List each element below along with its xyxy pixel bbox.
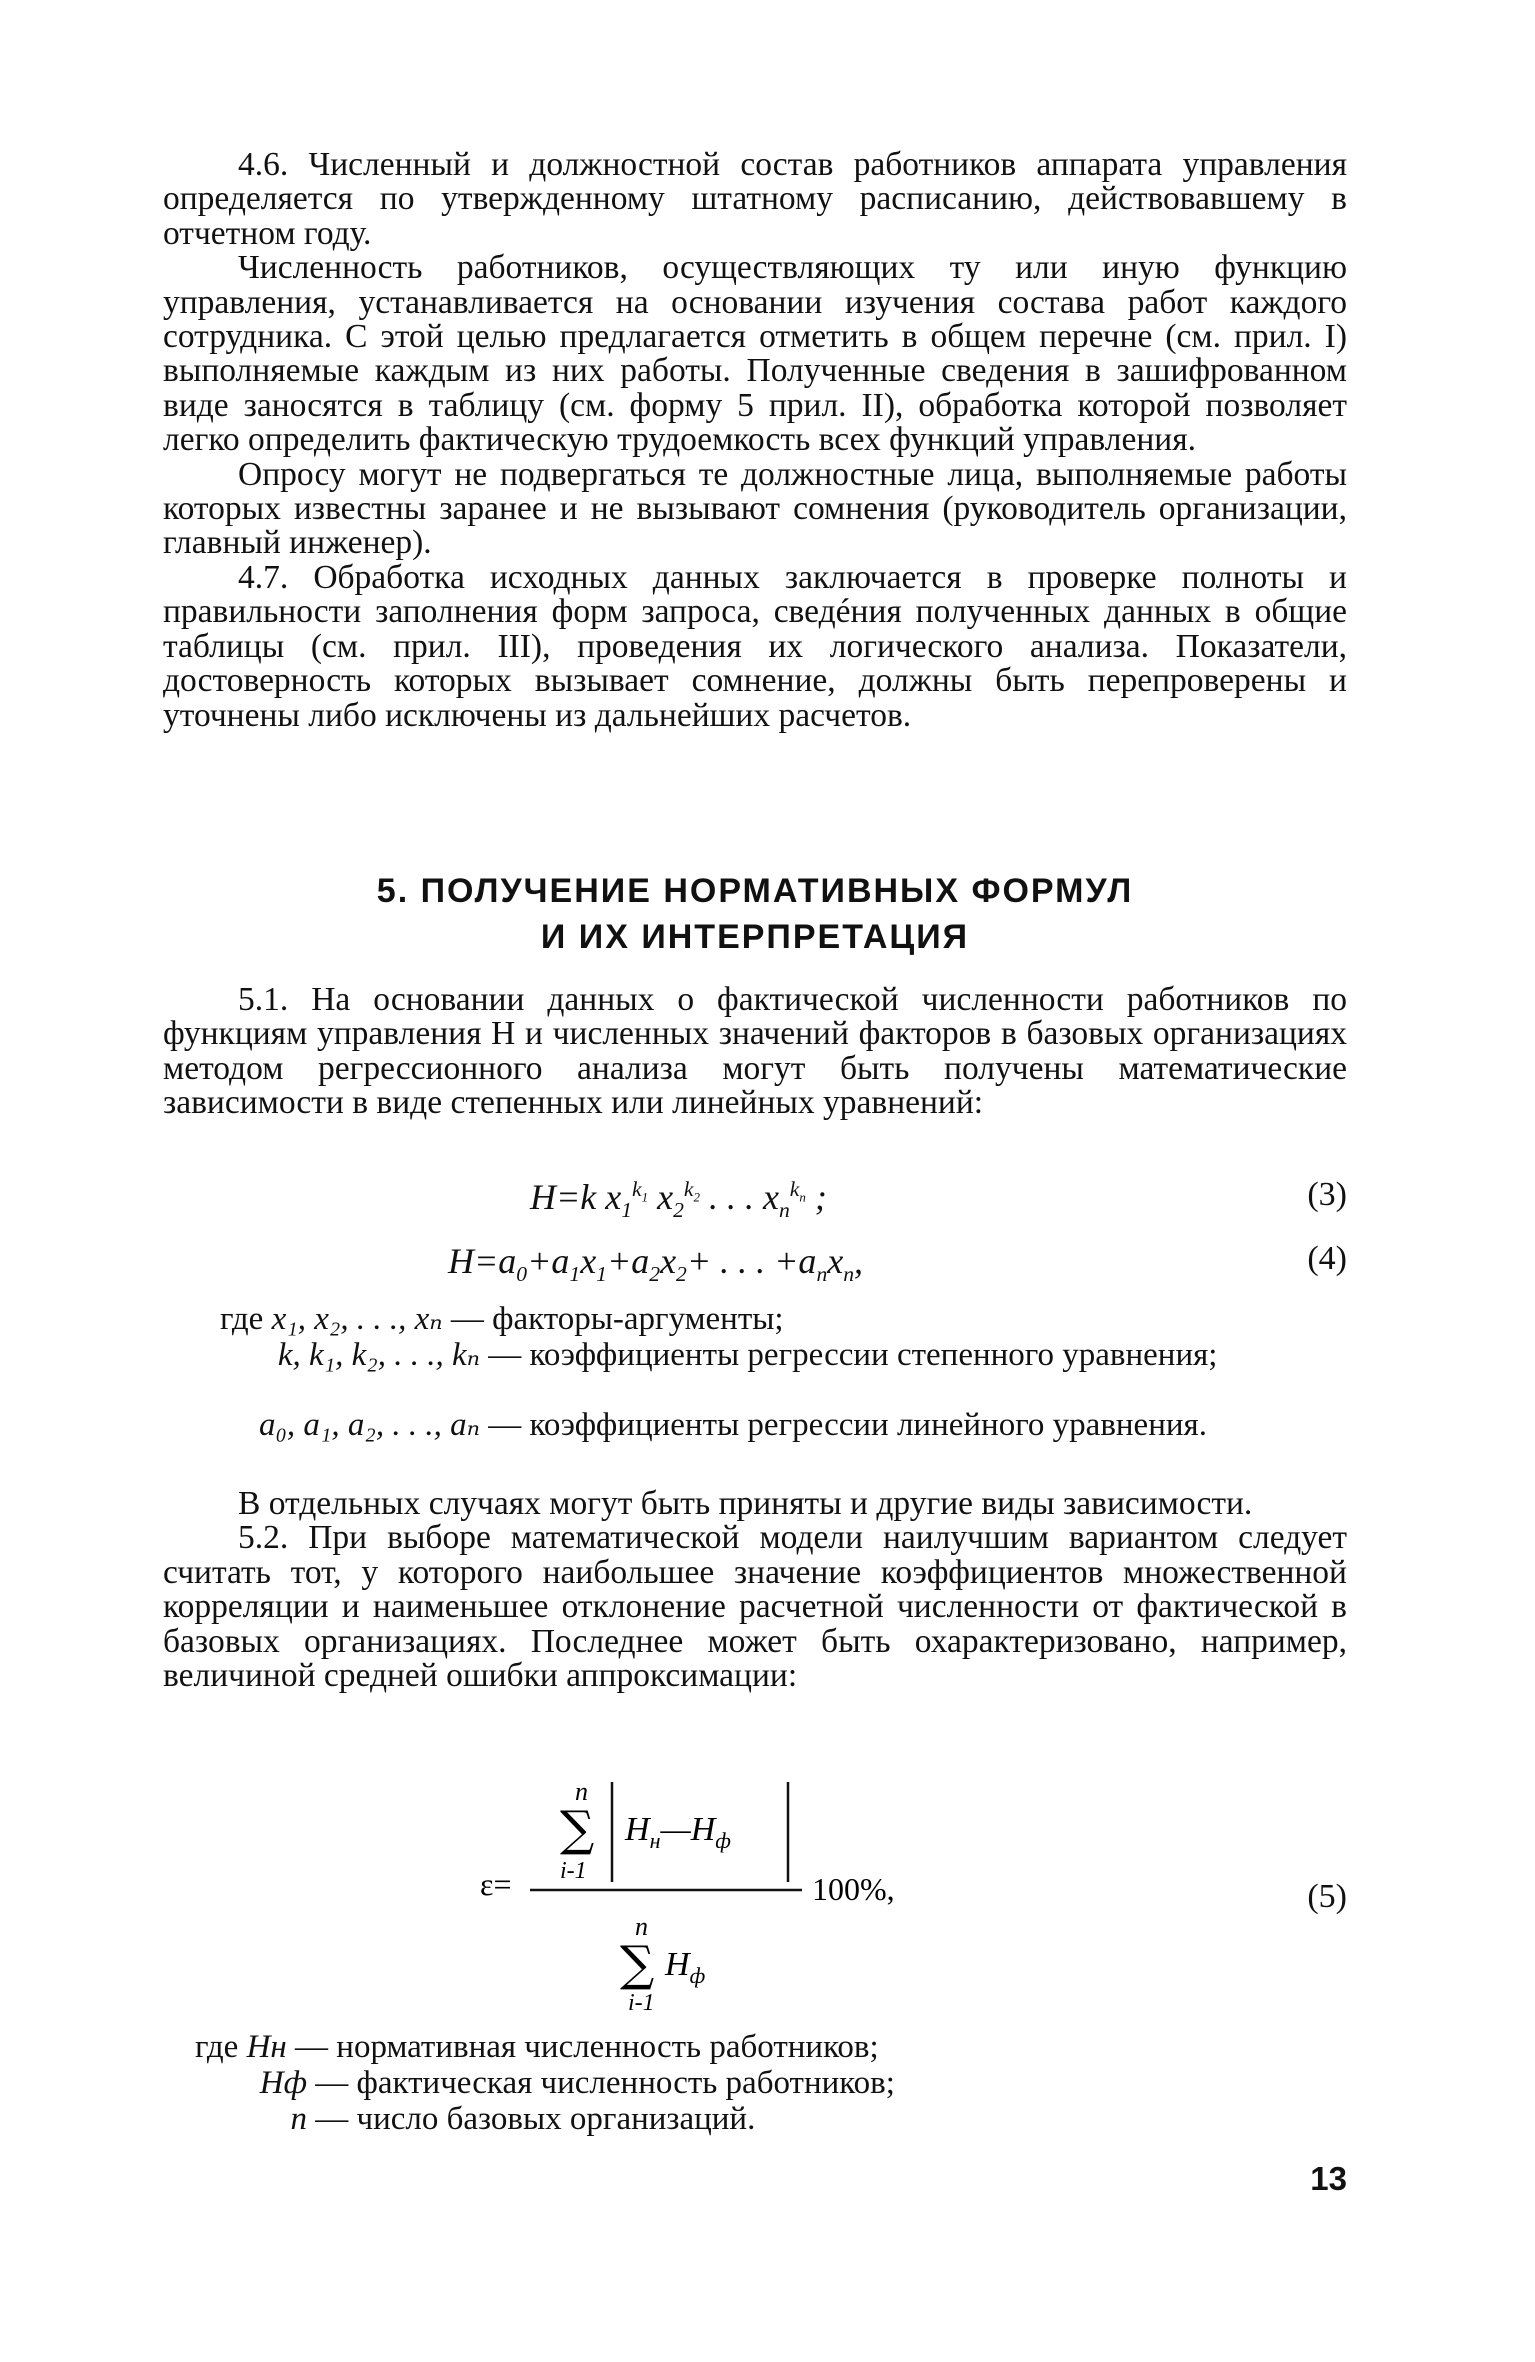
- section-5-1-note: [163, 1487, 1347, 1693]
- legend-symbol: Hф: [259, 2065, 307, 2101]
- equation-4: $H=a_0+a_1x_1+a_2x_2+$ . . . $+a_nx_n$,: [448, 1241, 864, 1287]
- sum-upper-limit: n: [575, 1777, 588, 1806]
- denominator-term: $H_ф$: [665, 1946, 706, 1988]
- legend-normative: [195, 2030, 1345, 2064]
- legend-text: — фактическая численность работников;: [315, 2065, 895, 2101]
- heading-line-2: И ИХ ИНТЕРПРЕТАЦИЯ: [540, 918, 970, 956]
- equation-5: [480, 1770, 1040, 2020]
- legend-text: — коэффициенты регрессии степенного уравнения;: [488, 1337, 1218, 1373]
- section-5-1: [163, 983, 1347, 1121]
- legend-symbol: k, k₁, k₂, . . ., kₙ: [277, 1337, 480, 1373]
- heading-line-1: 5. ПОЛУЧЕНИЕ НОРМАТИВНЫХ ФОРМУЛ: [376, 872, 1134, 910]
- paragraph-4-6-survey: Опросу могут не подвергаться те должностные лица, выполняемые работы которых известны заранее и не вызывают сомнения (руководитель организации, главный инженер).: [163, 455, 1347, 562]
- legend-lead-word: где: [195, 2029, 239, 2065]
- paragraph-5-1: 5.1. На основании данных о фактической численности работников по функциям управления Н и численных значений факторов в базовых организациях методом регрессионного анализа могут быть получены математические зависимости в виде степенных или линейных уравнений:: [163, 981, 1347, 1122]
- denominator-lower-limit: i-1: [628, 1990, 655, 2016]
- epsilon-symbol: ε=: [480, 1866, 512, 1902]
- legend-count: [195, 2102, 1345, 2136]
- paragraph-other-forms: В отдельных случаях могут быть приняты и другие виды зависимости.: [238, 1485, 1253, 1522]
- equation-5-number: (5): [1307, 1878, 1347, 1915]
- legend-text: — нормативная численность работников;: [295, 2029, 879, 2065]
- legend-symbol: n: [290, 2101, 307, 2137]
- legend-text: — факторы-аргументы;: [450, 1301, 784, 1337]
- numerator-difference: $H_н—H_ф$: [625, 1811, 731, 1853]
- page-number: 13: [1310, 2160, 1347, 2197]
- equation-4-number: (4): [1307, 1240, 1347, 1277]
- paragraph-5-2: 5.2. При выборе математической модели наилучшим вариантом следует считать тот, у которого наибольшее значение коэффициентов множественной корреляции и наименьшее отклонение расчетной численности от фактической в базовых организациях. Последнее может быть охарактеризовано, например, величиной средней ошибки аппроксимации:: [163, 1519, 1347, 1695]
- section-heading: [163, 868, 1347, 960]
- legend-power-coefficients: [220, 1338, 1350, 1372]
- legend-symbol: x₁, x₂, . . ., xₙ: [271, 1301, 443, 1337]
- legend-lead-word: где: [220, 1301, 264, 1337]
- legend-symbol: Hн: [246, 2029, 287, 2065]
- paragraph-4-7: 4.7. Обработка исходных данных заключается в проверке полноты и правильности заполнения форм запроса, сведéния полученных данных в общие таблицы (см. прил. III), проведения их логического анализа. Показатели, достоверность которых вызывает сомнение, должны быть перепроверены и уточнены либо исключены из дальнейших расчетов.: [163, 558, 1347, 734]
- paragraph-4-6-staff: Численность работников, осуществляющих ту или иную функцию управления, устанавливается на основании изучения состава работ каждого сотрудника. С этой целью предлагается отметить в общем перечне (см. прил. I) выполняемые каждым из них работы. Полученные сведения в зашифрованном виде заносятся в таблицу (см. форму 5 прил. II), обработка которой позволяет легко определить фактическую трудоемкость всех функций управления.: [163, 249, 1347, 459]
- paragraph-4-6: 4.6. Численный и должностной состав работников аппарата управления определяется по утвержденному штатному расписанию, действовавшему в отчетном году.: [163, 146, 1347, 252]
- equation-3-number: (3): [1307, 1176, 1347, 1213]
- legend-actual: [195, 2066, 1345, 2100]
- denominator-sum-symbol: ∑: [620, 1936, 655, 1992]
- legend-linear-coefficients: [220, 1408, 1350, 1442]
- sum-lower-limit: i-1: [560, 1858, 587, 1884]
- legend-text: — коэффициенты регрессии линейного уравнения.: [488, 1407, 1207, 1443]
- percent-factor: 100%,: [812, 1871, 895, 1907]
- legend-factors: [220, 1302, 1350, 1336]
- legend-symbol: a₀, a₁, a₂, . . ., aₙ: [258, 1407, 480, 1443]
- equation-3: H=k $x_1^{k_1}$ $x_2^{k_2}$ . . . $x_n^{k_n}$ ;: [530, 1177, 827, 1223]
- denominator-upper-limit: n: [635, 1912, 648, 1941]
- section-4-6: [163, 148, 1347, 733]
- sum-symbol: ∑: [560, 1801, 595, 1857]
- legend-text: — число базовых организаций.: [315, 2101, 756, 2137]
